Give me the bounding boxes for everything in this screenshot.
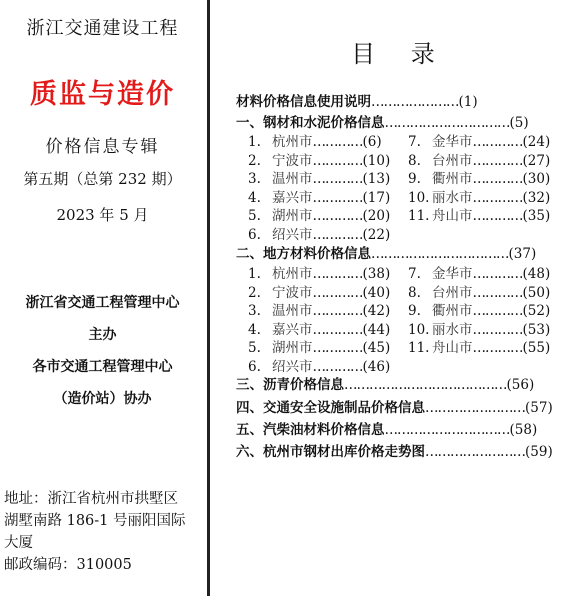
toc-city-entry[interactable] [408,262,550,282]
toc-city-number: 9. [408,171,421,188]
toc-city-number: 1. [248,134,261,150]
toc-section-4[interactable] [236,396,553,416]
toc-page-number: (5) [509,115,529,131]
toc-entry-label: 六、杭州市钢材出库价格走势图 [236,444,425,460]
toc-city-entry[interactable] [248,204,390,224]
toc-leader-dots: ………… [472,284,523,301]
toc-leader-dots: ………… [312,284,363,301]
toc-city-entry[interactable] [248,262,390,282]
toc-leader-dots: ………… [312,152,363,169]
toc-section-3[interactable] [236,373,534,393]
toc-page-number: (46) [362,359,391,375]
address-line: 地址：浙江省杭州市拱墅区 [4,491,178,507]
toc-section-2[interactable] [236,242,536,262]
toc-page-number: (13) [362,171,391,188]
toc-leader-dots: ………… [472,321,523,338]
toc-city-name: 嘉兴市 [272,321,313,338]
toc-page-number: (32) [522,189,551,206]
toc-leader-dots: …………………… [425,400,525,416]
address-line: 邮政编码：310005 [4,557,132,573]
toc-entry-label: 五、汽柴油材料价格信息 [236,422,385,438]
toc-city-name: 衢州市 [432,303,473,320]
toc-city-number: 11. [408,340,430,357]
toc-leader-dots: ………… [472,134,523,150]
magazine-title: 浙江交通建设工程 [26,18,179,39]
toc-leader-dots: ………… [472,303,523,320]
toc-page-number: (37) [508,246,537,262]
toc-city-entry[interactable] [248,281,390,301]
toc-leader-dots: ………… [312,134,363,150]
organizer-line: 各市交通工程管理中心 [32,359,173,375]
special-issue-label: 价格信息专辑 [45,137,160,157]
toc-city-number: 1. [248,266,261,282]
toc-city-name: 温州市 [272,171,313,188]
toc-leader-dots: ………… [312,303,363,320]
toc-section-1[interactable] [236,111,529,131]
toc-city-name: 杭州市 [272,134,313,150]
toc-city-entry[interactable] [248,149,390,169]
toc-city-name: 舟山市 [432,208,473,225]
toc-city-number: 2. [248,152,261,169]
toc-city-entry[interactable] [408,186,550,206]
toc-city-entry[interactable] [248,167,390,187]
toc-leader-dots: …………………………… [371,246,509,262]
toc-city-entry[interactable] [408,336,550,356]
toc-page-number: (52) [522,303,551,320]
toc-page-number: (58) [509,422,538,438]
toc-city-name: 金华市 [432,266,473,282]
toc-page-number: (57) [525,400,553,416]
address-line: 大厦 [4,535,33,551]
organizer-line: 主办 [88,327,117,343]
toc-city-number: 5. [248,208,261,225]
toc-city-entry[interactable] [248,130,382,150]
toc-city-number: 4. [248,321,261,338]
toc-page-number: (44) [362,321,391,338]
toc-city-name: 丽水市 [432,321,473,338]
toc-city-number: 3. [248,303,261,320]
toc-leader-dots: ………… [472,189,523,206]
toc-city-number: 9. [408,303,421,320]
toc-city-name: 台州市 [432,284,473,301]
toc-city-number: 11. [408,208,430,225]
toc-city-entry[interactable] [248,336,390,356]
toc-leader-dots: ………… [472,208,523,225]
toc-city-number: 2. [248,284,261,301]
toc-city-number: 6. [248,227,261,243]
organizer-line: （造价站）协办 [53,391,152,407]
toc-city-number: 7. [408,266,421,282]
toc-section-5[interactable] [236,418,537,438]
main-title: 质监与造价 [30,79,175,110]
toc-city-name: 舟山市 [432,340,473,357]
toc-page-number: (30) [522,171,551,188]
toc-page-number: (40) [362,284,391,301]
toc-leader-dots: ………………………… [384,422,510,438]
toc-leader-dots: ………… [312,208,363,225]
toc-leader-dots: ………… [472,152,523,169]
toc-leader-dots: ………… [312,189,363,206]
toc-page-number: (35) [522,208,551,225]
toc-page-number: (27) [522,152,551,169]
toc-title: 目 录 [351,40,449,68]
toc-city-name: 绍兴市 [272,359,313,375]
toc-city-number: 4. [248,189,261,206]
toc-page-number: (20) [362,208,391,225]
toc-city-name: 湖州市 [272,340,313,357]
toc-city-number: 6. [248,359,261,375]
toc-page-number: (6) [362,134,382,150]
toc-city-number: 3. [248,171,261,188]
toc-leader-dots: …………………… [425,444,525,460]
toc-city-name: 宁波市 [272,152,313,169]
toc-page-number: (53) [522,321,551,338]
cover-left-panel [0,0,205,596]
toc-city-entry[interactable] [408,167,550,187]
toc-city-name: 温州市 [272,303,313,320]
toc-page-number: (38) [362,266,391,282]
toc-leader-dots: ………… [472,171,523,188]
toc-leader-dots: ………… [312,227,363,243]
toc-entry-intro[interactable] [236,90,478,110]
issue-date: 2023 年 5 月 [56,206,149,224]
vertical-divider [207,0,210,596]
toc-city-number: 7. [408,134,421,150]
address-line: 湖墅南路 186-1 号丽阳国际 [4,513,186,529]
toc-city-name: 衢州市 [432,171,473,188]
toc-leader-dots: ………… [312,359,363,375]
toc-leader-dots: ………… [472,266,523,282]
toc-city-entry[interactable] [248,318,390,338]
toc-city-name: 丽水市 [432,189,473,206]
toc-entry-label: 二、地方材料价格信息 [236,246,371,262]
toc-city-number: 8. [408,284,421,301]
toc-city-entry[interactable] [248,299,390,319]
toc-city-number: 5. [248,340,261,357]
toc-city-name: 绍兴市 [272,227,313,243]
toc-city-entry[interactable] [408,149,550,169]
toc-city-name: 杭州市 [272,266,313,282]
toc-city-name: 宁波市 [272,284,313,301]
toc-entry-label: 三、沥青价格信息 [236,377,344,393]
organizer-line: 浙江省交通工程管理中心 [25,295,180,311]
toc-city-entry[interactable] [248,223,390,243]
toc-entry-label: 一、钢材和水泥价格信息 [236,115,385,131]
toc-city-entry[interactable] [408,204,550,224]
toc-page-number: (1) [458,94,478,110]
issue-number: 第五期（总第 232 期） [23,170,182,188]
toc-page-number: (50) [522,284,551,301]
toc-page-number: (17) [362,189,391,206]
toc-page-number: (24) [522,134,551,150]
toc-city-entry[interactable] [248,186,390,206]
toc-page-number: (42) [362,303,391,320]
toc-city-name: 嘉兴市 [272,189,313,206]
toc-city-entry[interactable] [408,318,550,338]
toc-city-entry[interactable] [408,281,550,301]
toc-city-entry[interactable] [408,130,550,150]
toc-city-entry[interactable] [248,355,390,375]
toc-page-number: (10) [362,152,391,169]
toc-city-name: 台州市 [432,152,473,169]
table-of-contents [212,0,588,596]
toc-page-number: (59) [525,444,553,460]
toc-leader-dots: ………… [312,340,363,357]
toc-city-name: 金华市 [432,134,473,150]
toc-leader-dots: ………………………… [384,115,510,131]
toc-leader-dots: ………………………………… [344,377,507,393]
toc-leader-dots: ………… [312,266,363,282]
toc-leader-dots: ………… [472,340,523,357]
toc-city-name: 湖州市 [272,208,313,225]
toc-entry-label: 四、交通安全设施制品价格信息 [236,400,425,416]
toc-entry-label: 材料价格信息使用说明 [236,94,371,110]
toc-page-number: (45) [362,340,391,357]
toc-page-number: (22) [362,227,391,243]
toc-city-number: 8. [408,152,421,169]
toc-page-number: (55) [522,340,551,357]
toc-city-number: 10. [408,189,430,206]
toc-leader-dots: ………… [312,321,363,338]
toc-section-6[interactable] [236,440,553,460]
toc-page-number: (48) [522,266,551,282]
toc-city-entry[interactable] [408,299,550,319]
toc-leader-dots: ………… [312,171,363,188]
toc-city-number: 10. [408,321,430,338]
toc-leader-dots: ………………… [371,94,459,110]
toc-page-number: (56) [506,377,535,393]
